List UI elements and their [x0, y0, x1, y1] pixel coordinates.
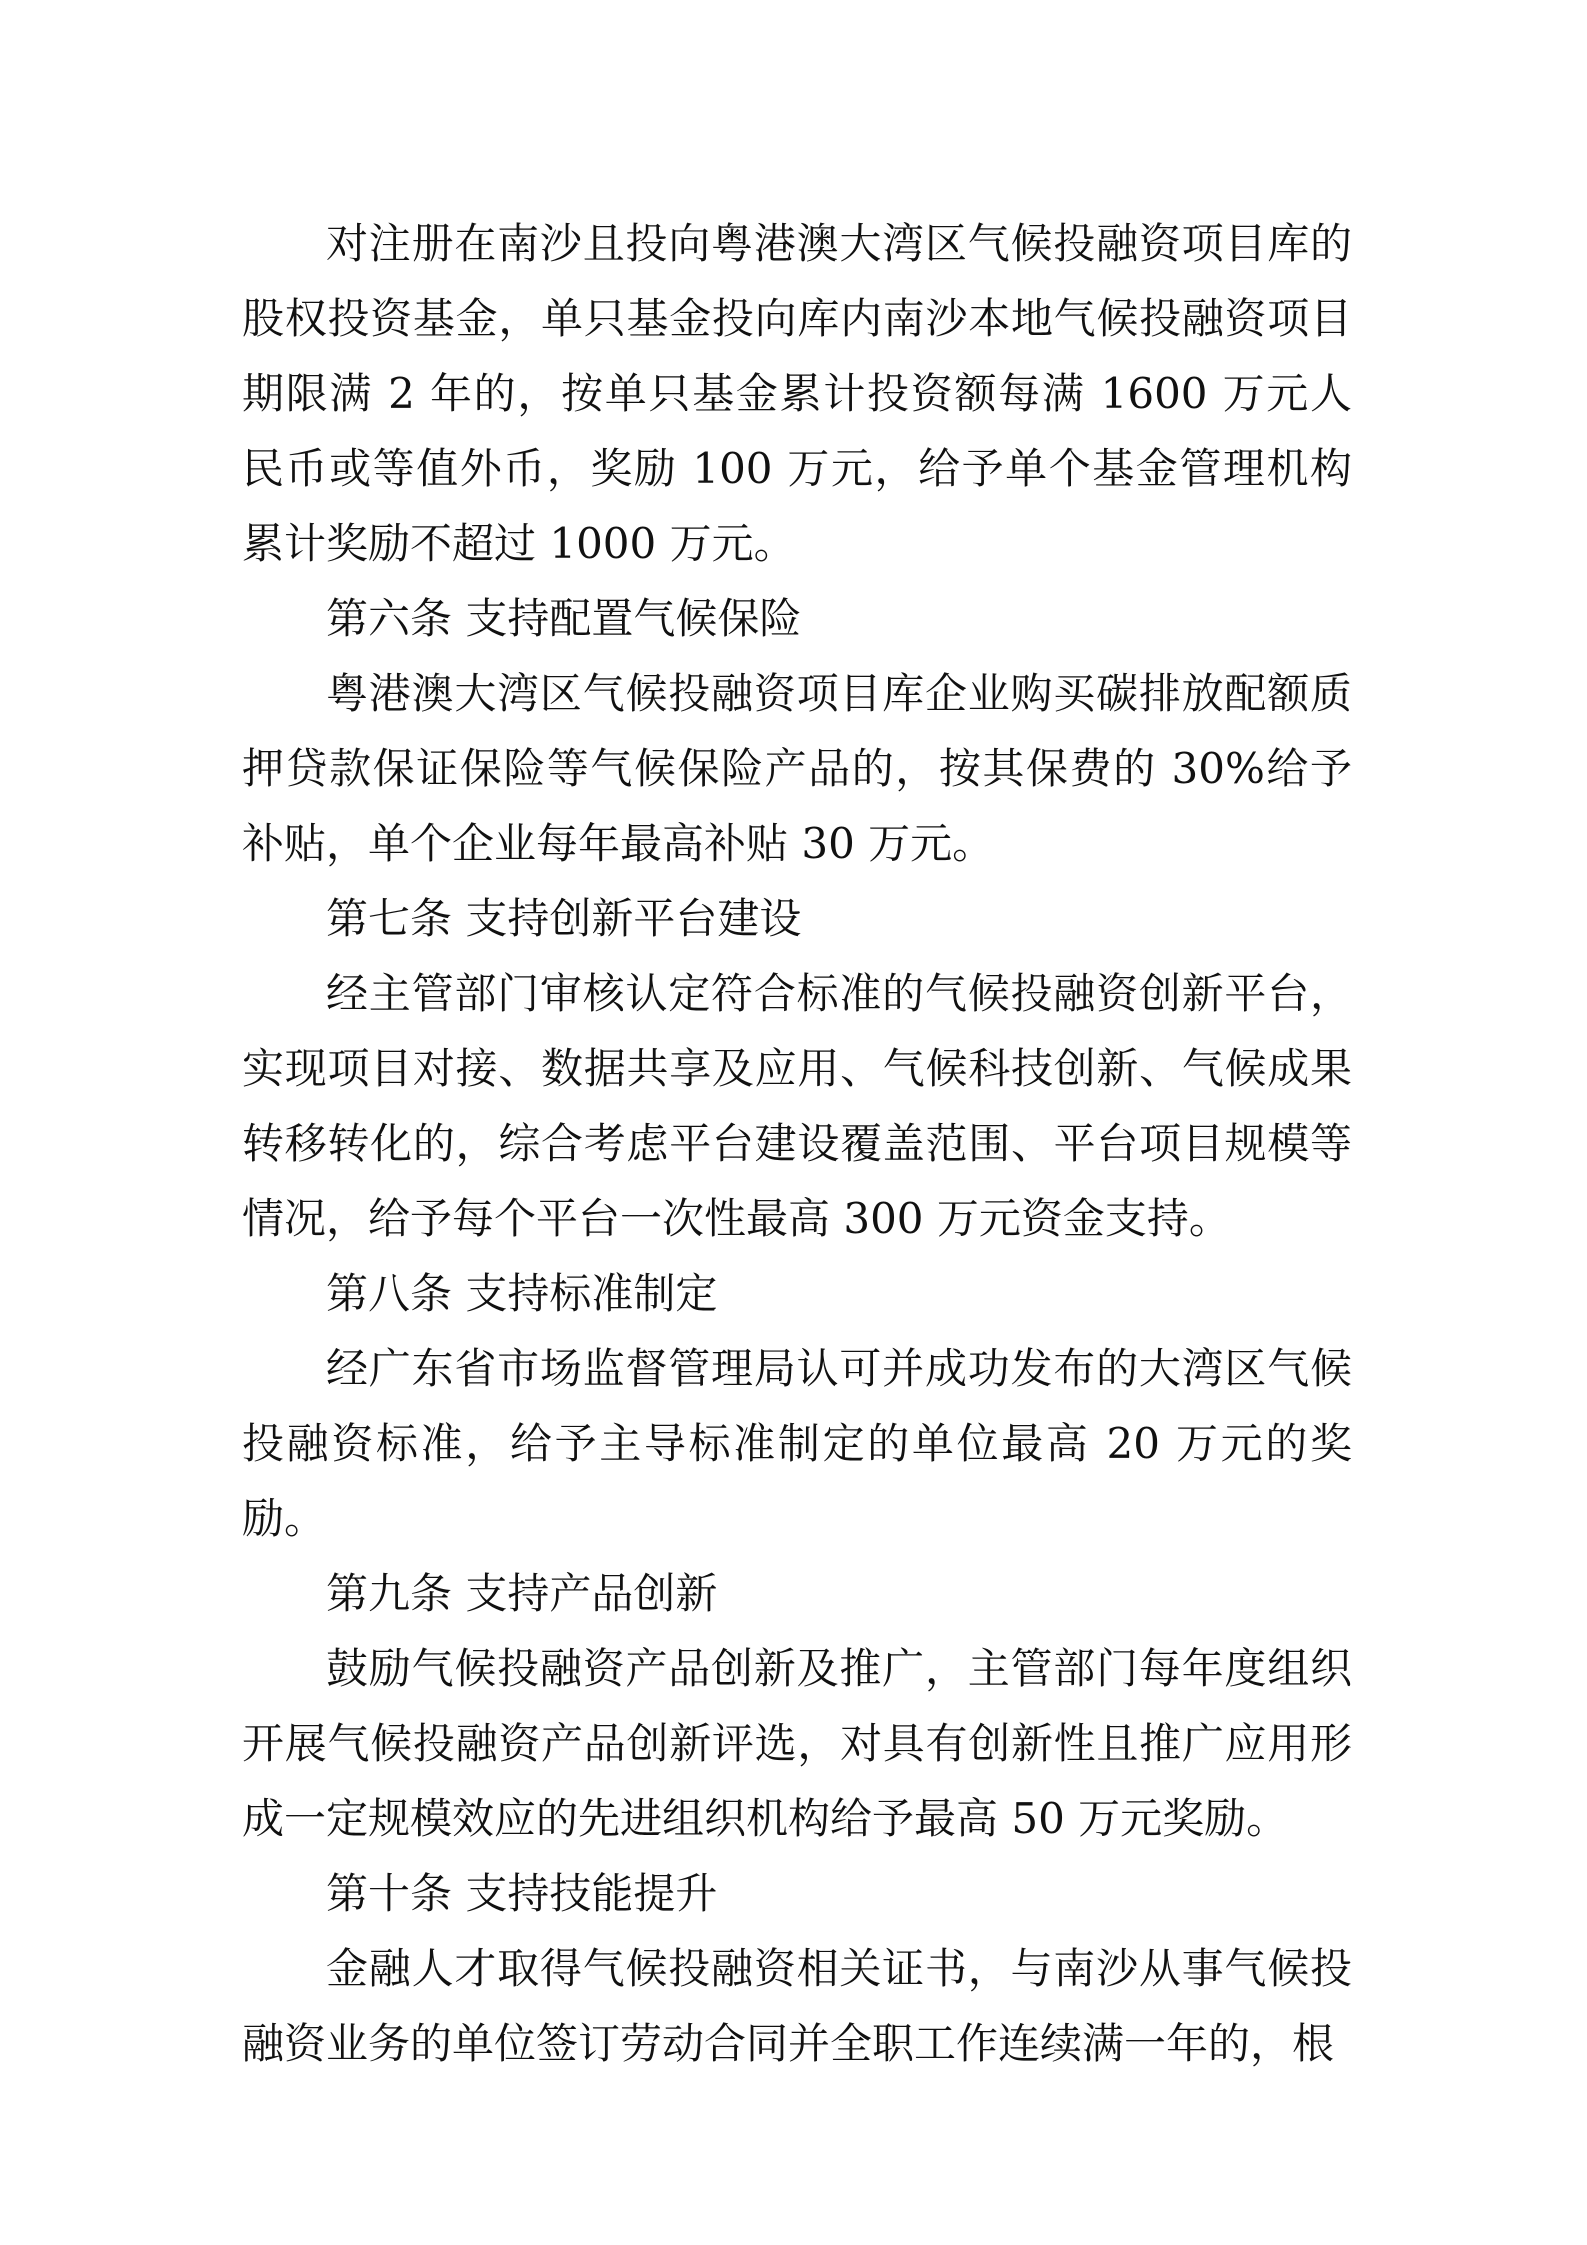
paragraph-fund-reward: 对注册在南沙且投向粤港澳大湾区气候投融资项目库的股权投资基金，单只基金投向库内南沙本地气候投融资项目期限满 2 年的，按单只基金累计投资额每满 1600 万元人民币或等值外币，奖励 100 万元，给予单个基金管理机构累计奖励不超过 1000 万元。: [242, 219, 1352, 568]
paragraph-standard-setting: 经广东省市场监督管理局认可并成功发布的大湾区气候投融资标准，给予主导标准制定的单位最高 20 万元的奖励。: [242, 1344, 1352, 1543]
article-8-heading: 第八条 支持标准制定: [326, 1269, 718, 1318]
paragraph-product-innovation: 鼓励气候投融资产品创新及推广，主管部门每年度组织开展气候投融资产品创新评选，对具有创新性且推广应用形成一定规模效应的先进组织机构给予最高 50 万元奖励。: [242, 1644, 1352, 1843]
article-7-heading: 第七条 支持创新平台建设: [326, 894, 802, 943]
article-9-heading: 第九条 支持产品创新: [326, 1569, 718, 1618]
paragraph-climate-insurance: 粤港澳大湾区气候投融资项目库企业购买碳排放配额质押贷款保证保险等气候保险产品的，按其保费的 30%给予补贴，单个企业每年最高补贴 30 万元。: [242, 669, 1352, 868]
paragraph-skill-upgrade: 金融人才取得气候投融资相关证书，与南沙从事气候投融资业务的单位签订劳动合同并全职工作连续满一年的，根: [242, 1944, 1352, 2068]
article-6-heading: 第六条 支持配置气候保险: [326, 594, 802, 643]
article-10-heading: 第十条 支持技能提升: [326, 1869, 718, 1918]
document-body: [242, 206, 1352, 2081]
paragraph-innovation-platform: 经主管部门审核认定符合标准的气候投融资创新平台，实现项目对接、数据共享及应用、气候科技创新、气候成果转移转化的，综合考虑平台建设覆盖范围、平台项目规模等情况，给予每个平台一次性最高 300 万元资金支持。: [242, 969, 1352, 1243]
